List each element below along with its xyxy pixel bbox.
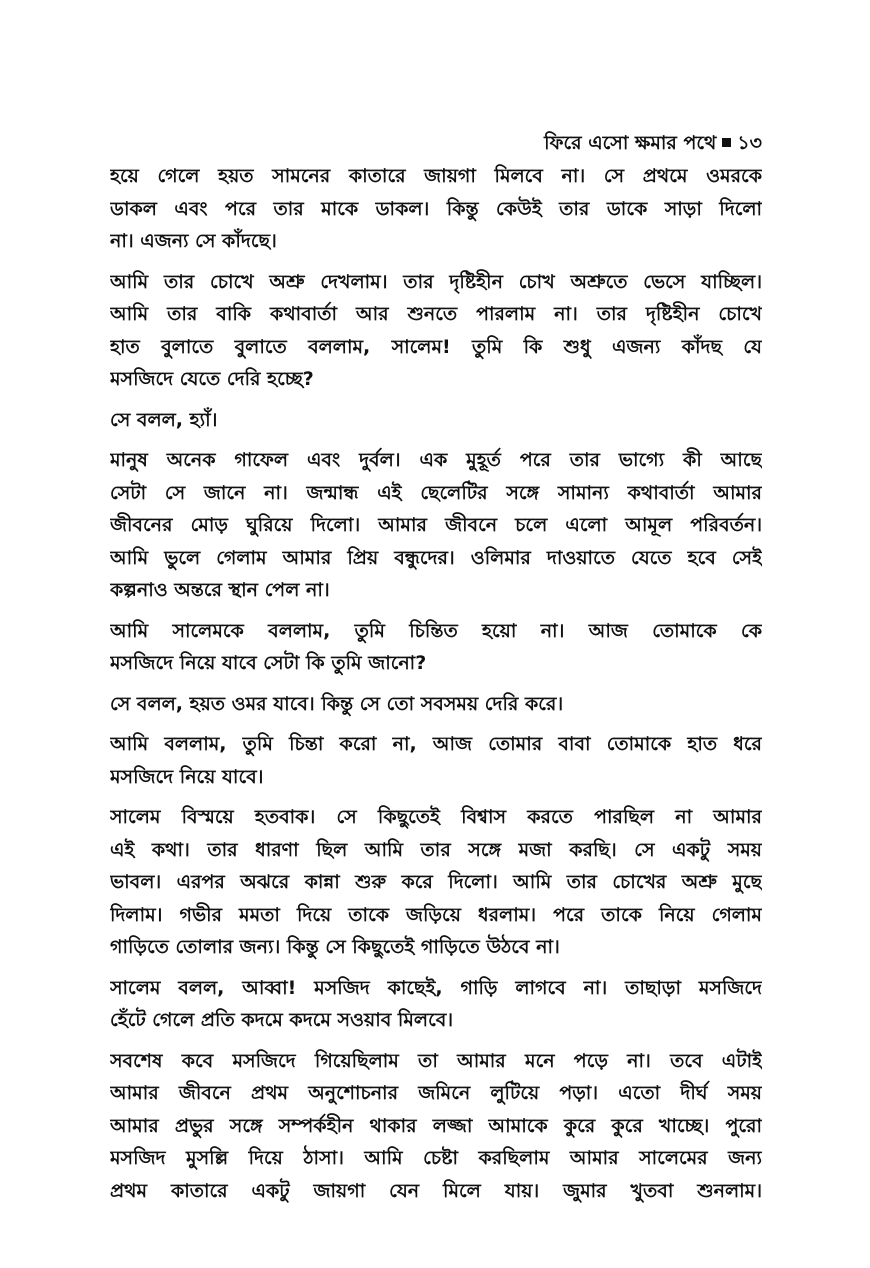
page-number: ১৩ [737,132,762,154]
text-line: প্রথম কাতারে একটু জায়গা যেন মিলে যায়। জুমার খুতবা শুনলাম। [110,1179,762,1202]
paragraph [110,728,762,793]
text-line: আমি তার চোখে অশ্রু দেখলাম। তার দৃষ্টিহীন চোখ অশ্রুতে ভেসে যাচ্ছিল। [110,270,762,293]
text-line: সালেম বিস্ময়ে হতবাক। সে কিছুতেই বিশ্বাস করতে পারছিল না আমার [110,806,762,828]
running-header [110,128,762,160]
paragraph [110,1045,762,1208]
text-line: সেটা সে জানে না। জন্মান্ধ এই ছেলেটির সঙ্গে সামান্য কথাবার্তা আমার [110,481,762,504]
text-line: জীবনের মোড় ঘুরিয়ে দিলো। আমার জীবনে চলে এলো আমূল পরিবর্তন। [110,514,762,536]
text-line: ডাকল এবং পরে তার মাকে ডাকল। কিন্তু কেউই তার ডাকে সাড়া দিলো [110,197,762,220]
text-line: আমি বললাম, তুমি চিন্তা করো না, আজ তোমার বাবা তোমাকে হাত ধরে [110,733,762,755]
text-line: আমার প্রভুর সঙ্গে সম্পর্কহীন থাকার লজ্জা আমাকে কুরে কুরে খাচ্ছে। পুরো [110,1114,762,1137]
text-line: হাত বুলাতে বুলাতে বললাম, সালেম! তুমি কি শুধু এজন্য কাঁদছ যে [110,335,762,358]
text-line: আমি সালেমকে বললাম, তুমি চিন্তিত হয়ো না। আজ তোমাকে কে [110,619,762,642]
paragraph [110,444,762,607]
text-line: মসজিদে যেতে দেরি হচ্ছে? [110,368,314,390]
text-line: আমার জীবনে প্রথম অনুশোচনার জমিনে লুটিয়ে পড়া। এতো দীর্ঘ সময় [110,1082,762,1104]
paragraph [110,801,762,964]
text-line: মসজিদে নিয়ে যাবে। [110,765,264,788]
text-line: মসজিদ মুসল্লি দিয়ে ঠাসা। আমি চেষ্টা করছিলাম আমার সালেমের জন্য [110,1147,762,1169]
text-line: সালেম বলল, আব্বা! মসজিদ কাছেই, গাড়ি লাগবে না। তাছাড়া মসজিদে [110,976,762,999]
text-line: দিলাম। গভীর মমতা দিয়ে তাকে জড়িয়ে ধরলাম। পরে তাকে নিয়ে গেলাম [110,903,762,926]
text-line: সবশেষ কবে মসজিদে গিয়েছিলাম তা আমার মনে পড়ে না। তবে এটাই [110,1049,762,1072]
text-line: মসজিদে নিয়ে যাবে সেটা কি তুমি জানো? [110,652,427,674]
text-line: সে বলল, হ্যাঁ। [110,408,218,431]
text-line: হেঁটে গেলে প্রতি কদমে কদমে সওয়াব মিলবে। [110,1009,454,1031]
text-line: আমি ভুলে গেলাম আমার প্রিয় বন্ধুদের। ওলিমার দাওয়াতে যেতে হবে সেই [110,546,762,569]
paragraph [110,266,762,396]
text-line: সে বলল, হয়ত ওমর যাবে। কিন্তু সে তো সবসময় দেরি করে। [110,692,564,715]
text-line: আমি তার বাকি কথাবার্তা আর শুনতে পারলাম না। তার দৃষ্টিহীন চোখে [110,303,762,325]
text-line: মানুষ অনেক গাফেল এবং দুর্বল। এক মুহূর্ত পরে তার ভাগ্যে কী আছে [110,449,762,471]
paragraph [110,615,762,680]
separator-square-icon [722,138,731,147]
text-line: এই কথা। তার ধারণা ছিল আমি তার সঙ্গে মজা করছি। সে একটু সময় [110,838,762,861]
paragraph [110,404,762,437]
text-line: না। এজন্য সে কাঁদছে। [110,230,277,252]
text-line: হয়ে গেলে হয়ত সামনের কাতারে জায়গা মিলবে না। সে প্রথমে ওমরকে [110,165,762,187]
paragraph [110,160,762,258]
paragraph [110,688,762,721]
text-line: গাড়িতে তোলার জন্য। কিন্তু সে কিছুতেই গাড়িতে উঠবে না। [110,936,560,958]
book-page [110,128,762,1215]
paragraph [110,972,762,1037]
book-title: ফিরে এসো ক্ষমার পথে [544,132,717,154]
text-line: ভাবল। এরপর অঝরে কান্না শুরু করে দিলো। আমি তার চোখের অশ্রু মুছে [110,871,762,893]
text-line: কল্পনাও অন্তরে স্থান পেল না। [110,579,330,601]
